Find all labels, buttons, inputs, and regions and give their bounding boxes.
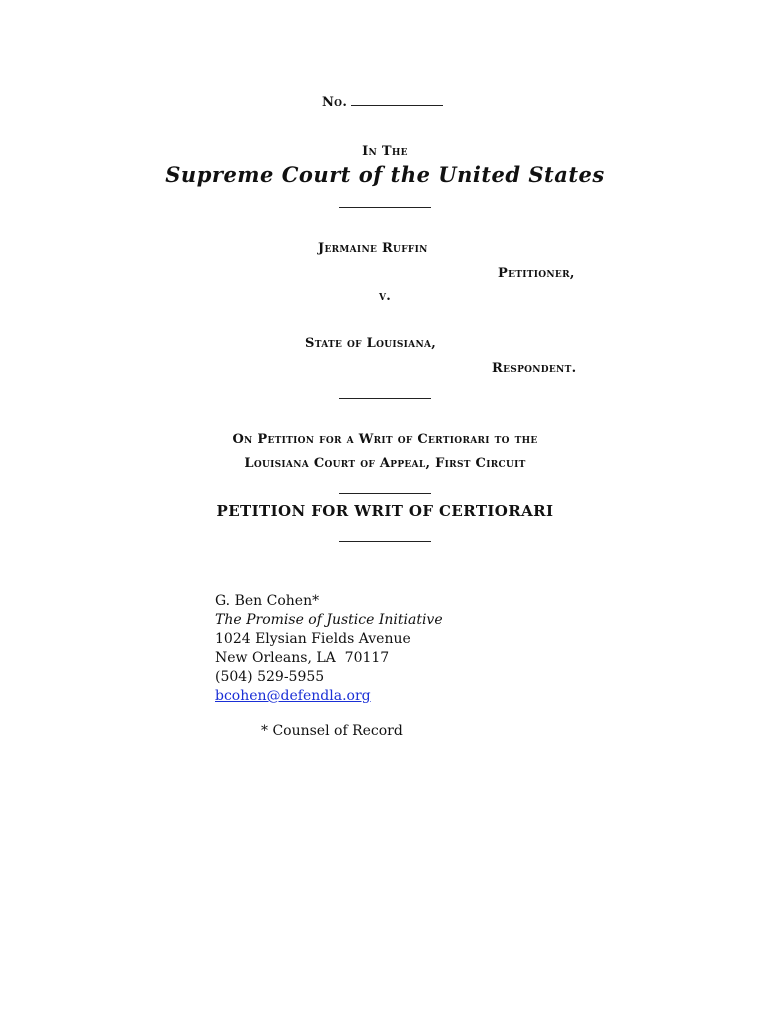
divider-rule — [339, 398, 431, 399]
divider-rule — [339, 207, 431, 208]
court-prefix: In The — [362, 144, 408, 159]
counsel-organization: The Promise of Justice Initiative — [215, 612, 443, 628]
divider-rule — [339, 541, 431, 542]
court-name: Supreme Court of the United States — [165, 162, 605, 187]
petition-origin-line-1: On Petition for a Writ of Certiorari to the — [232, 432, 538, 447]
docket-label: No. — [322, 95, 348, 110]
counsel-block — [215, 592, 443, 706]
counsel-email-link[interactable]: bcohen@defendla.org — [215, 688, 371, 704]
counsel-address-line-1: 1024 Elysian Fields Avenue — [215, 631, 411, 647]
divider-rule — [339, 493, 431, 494]
respondent-role: Respondent. — [492, 361, 577, 376]
docket-number — [322, 95, 443, 110]
docket-blank-line — [351, 95, 443, 106]
petitioner-name: Jermaine Ruffin — [318, 241, 428, 256]
respondent-name: State of Louisiana, — [305, 336, 437, 351]
counsel-of-record-note: * Counsel of Record — [261, 723, 403, 739]
counsel-name: G. Ben Cohen* — [215, 593, 320, 609]
petition-origin-line-2: Louisiana Court of Appeal, First Circuit — [244, 456, 526, 471]
petitioner-role: Petitioner, — [498, 266, 575, 281]
petition-title: PETITION FOR WRIT OF CERTIORARI — [216, 502, 554, 520]
counsel-address-line-2: New Orleans, LA 70117 — [215, 650, 390, 666]
counsel-phone: (504) 529-5955 — [215, 669, 325, 685]
versus: v. — [379, 289, 392, 304]
